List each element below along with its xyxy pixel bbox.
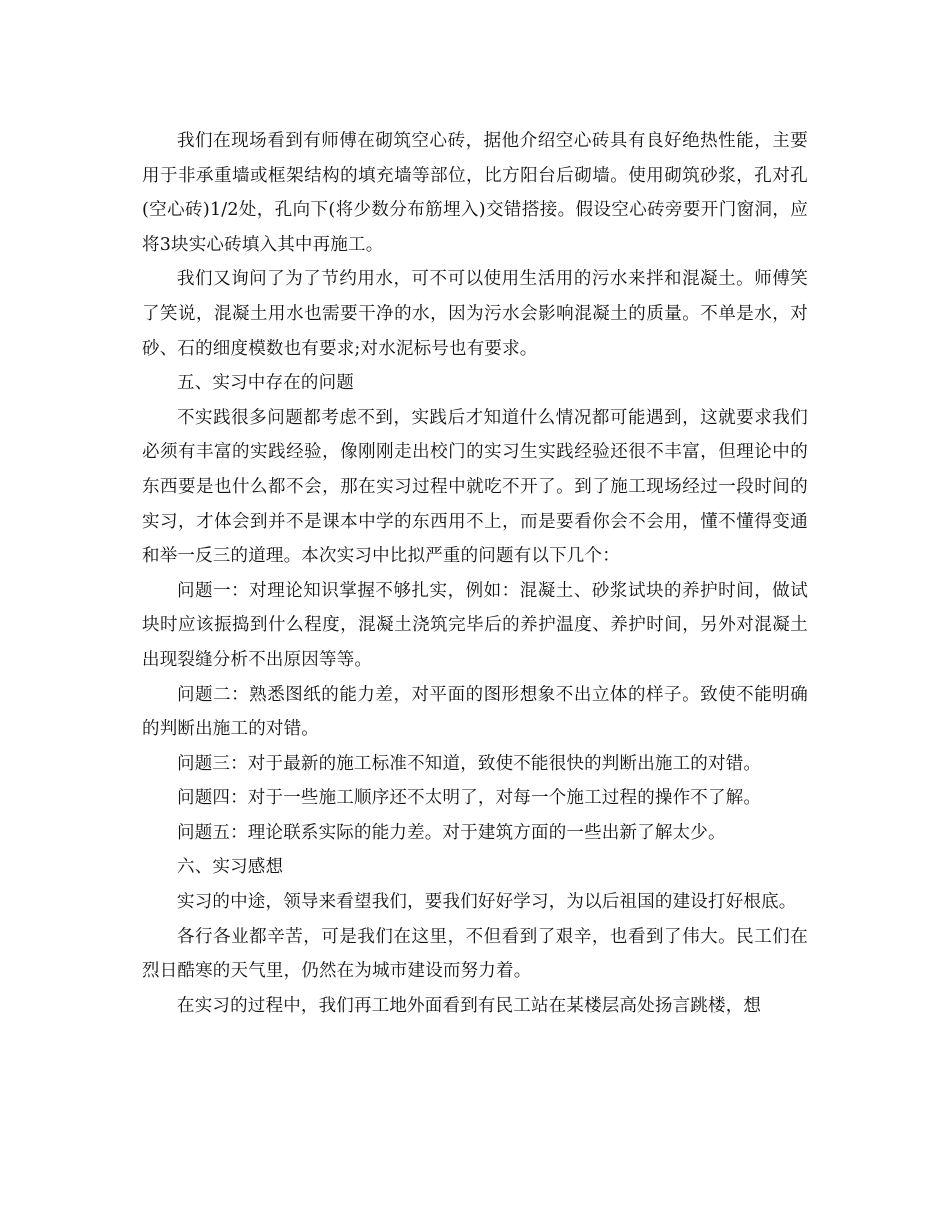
paragraph-problem-5: 问题五：理论联系实际的能力差。对于建筑方面的一些出新了解太少。 (177, 822, 726, 843)
paragraph-practice: 不实践很多问题都考虑不到，实践后才知道什么情况都可能遇到，这就要求我们必须有丰富的实践经验，像刚刚走出校门的实习生实践经验还很不丰富，但理论中的东西要是也什么都不会，那在实习过程中就吃不开了。到了施工现场经过一段时间的实习，才体会到并不是课本中学的东西用不上，而是要看你会不会用，懂不懂得变通和举一反三的道理。本次实习中比拟严重的问题有以下几个： (142, 407, 808, 567)
paragraph-leader-visit: 实习的中途，领导来看望我们，要我们好好学习，为以后祖国的建设打好根底。 (177, 892, 797, 913)
paragraph-problem-4: 问题四：对于一些施工顺序还不太明了，对每一个施工过程的操作不了解。 (177, 788, 762, 809)
section-heading-reflections: 六、实习感想 (177, 857, 284, 878)
section-heading-problems: 五、实习中存在的问题 (177, 373, 354, 394)
paragraph-problem-1: 问题一：对理论知识掌握不够扎实，例如：混凝土、砂浆试块的养护时间，做试块时应该振捣到什么程度，混凝土浇筑完毕后的养护温度、养护时间，另外对混凝土出现裂缝分析不出原因等等。 (142, 580, 808, 670)
paragraph-problem-3: 问题三：对于最新的施工标准不知道，致使不能很快的判断出施工的对错。 (177, 753, 762, 774)
paragraph-hollow-brick: 我们在现场看到有师傅在砌筑空心砖，据他介绍空心砖具有良好绝热性能，主要用于非承重墙或框架结构的填充墙等部位，比方阳台后砌墙。使用砌筑砂浆，孔对孔(空心砖)1/2处，孔向下(将少数分布筋埋入)交错搭接。假设空心砖旁要开门窗洞，应将3块实心砖填入其中再施工。 (142, 131, 808, 255)
paragraph-incident: 在实习的过程中，我们再工地外面看到有民工站在某楼层高处扬言跳楼，想 (177, 995, 762, 1016)
paragraph-problem-2: 问题二：熟悉图纸的能力差，对平面的图形想象不出立体的样子。致使不能明确的判断出施工的对错。 (142, 684, 808, 740)
paragraph-water-question: 我们又询问了为了节约用水，可不可以使用生活用的污水来拌和混凝土。师傅笑了笑说，混凝土用水也需要干净的水，因为污水会影响混凝土的质量。不单是水，对砂、石的细度模数也有要求;对水泥标号也有要求。 (142, 269, 808, 359)
document-body (142, 124, 808, 1023)
paragraph-hardship: 各行各业都辛苦，可是我们在这里，不但看到了艰辛，也看到了伟大。民工们在烈日酷寒的天气里，仍然在为城市建设而努力着。 (142, 926, 808, 982)
